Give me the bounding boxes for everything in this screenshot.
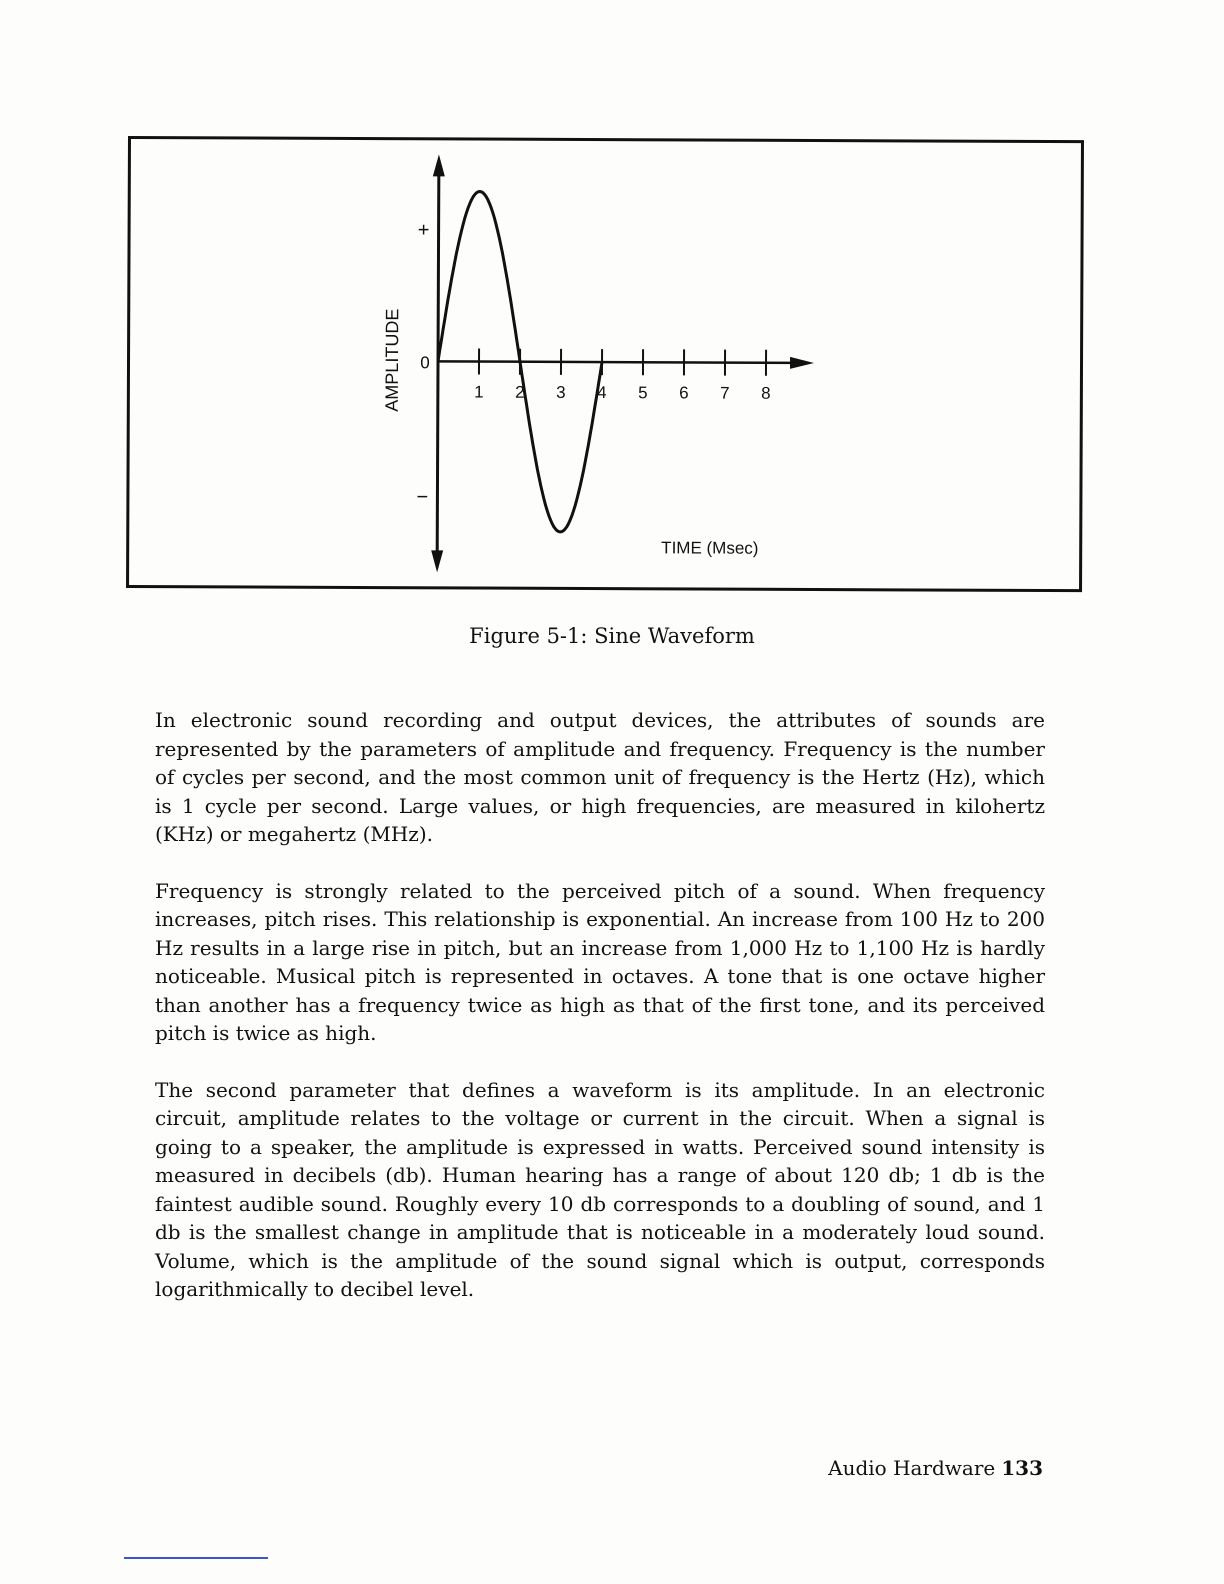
figure-caption: Figure 5-1: Sine Waveform — [469, 624, 755, 648]
sine-waveform-chart — [129, 139, 1081, 589]
paragraph-pitch: Frequency is strongly related to the perceived pitch of a sound. When frequency increases, pitch rises. This relationship is exponential. An increase from 100 Hz to 200 Hz results in a large rise in pitch, but an increase from 1,000 Hz to 1,100 Hz is hardly noticeable. Musical pitch is represented in octaves. A tone that is one octave higher than another has a frequency twice as high as that of the first tone, and its perceived pitch is twice as high. — [155, 878, 1045, 1045]
x-tick-label-5: 5 — [638, 383, 648, 403]
x-tick-label-8: 8 — [761, 383, 771, 403]
x-tick-label-2: 2 — [515, 382, 525, 402]
y-axis-label: AMPLITUDE — [381, 308, 403, 412]
body-text — [155, 706, 1045, 1332]
x-tick-label-7: 7 — [720, 383, 730, 403]
x-tick-label-4: 4 — [597, 383, 607, 403]
bottom-rule — [124, 1557, 268, 1559]
figure-frame — [126, 136, 1084, 592]
x-axis-label: TIME (Msec) — [661, 538, 759, 558]
page-number: 133 — [1001, 1456, 1043, 1480]
x-axis-line — [438, 361, 798, 363]
page-footer — [828, 1456, 1043, 1480]
minus-label: − — [416, 486, 429, 509]
x-axis-arrow — [790, 357, 814, 369]
zero-label: 0 — [420, 353, 430, 373]
y-axis-arrow-down — [431, 550, 443, 572]
y-axis-arrow-up — [433, 154, 445, 176]
section-title: Audio Hardware — [828, 1456, 996, 1480]
x-tick-label-1: 1 — [474, 382, 484, 402]
x-tick-label-3: 3 — [556, 382, 566, 402]
plus-label: + — [417, 219, 430, 242]
paragraph-frequency: In electronic sound recording and output devices, the attributes of sounds are represented by the parameters of amplitude and frequency. Frequency is the number of cycles per second, and the most common unit of frequency is the Hertz (Hz), which is 1 cycle per second. Large values, or high frequencies, are measured in kilohertz (KHz) or megahertz (MHz). — [155, 708, 1045, 846]
x-tick-label-6: 6 — [679, 383, 689, 403]
y-axis-line — [437, 162, 439, 564]
paragraph-amplitude: The second parameter that defines a waveform is its amplitude. In an electronic circuit, amplitude relates to the voltage or current in the circuit. When a signal is going to a speaker, the amplitude is expressed in watts. Perceived sound intensity is measured in decibels (db). Human hearing has a range of about 120 db; 1 db is the faintest audible sound. Roughly every 10 db corresponds to a doubling of sound, and 1 db is the smallest change in amplitude that is noticeable in a moderately loud sound. Volume, which is the amplitude of the sound signal which is output, corresponds logarithmically to decibel level. — [155, 1077, 1045, 1301]
